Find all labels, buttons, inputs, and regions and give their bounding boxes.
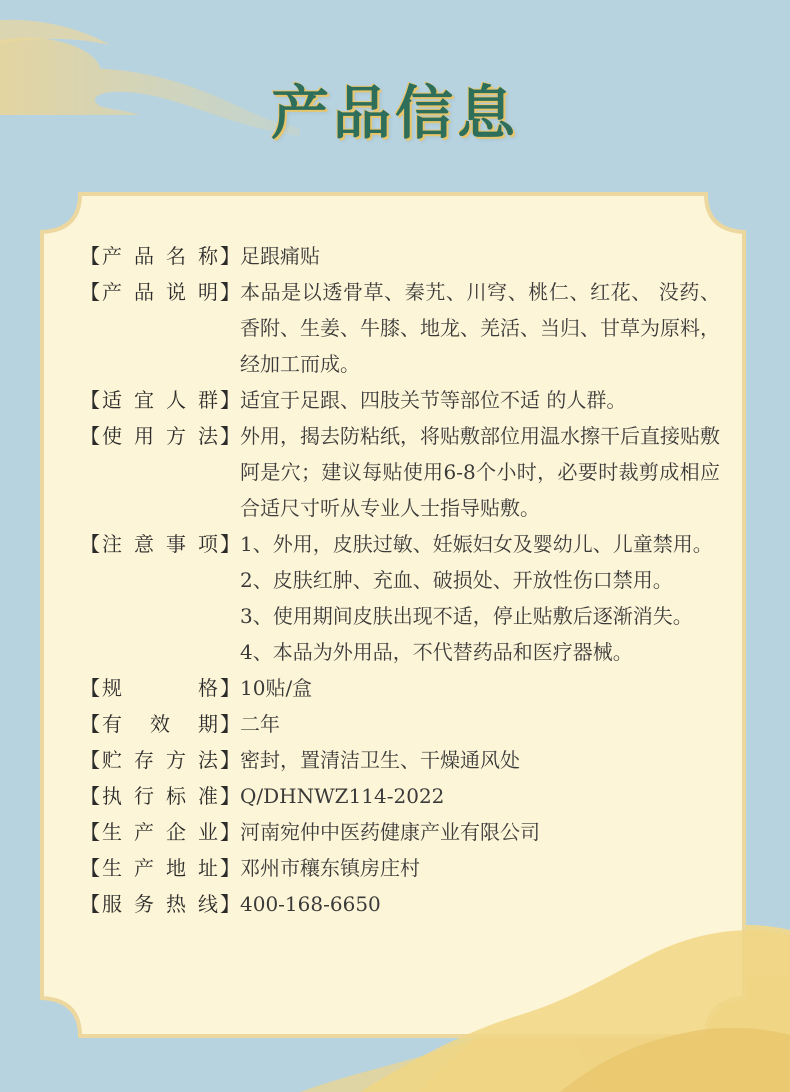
info-label-text: 有效期 [102,712,218,736]
info-value [240,778,720,814]
info-label: 【 贮存方法 】 [80,742,240,778]
info-label: 【 执行标准 】 [80,778,240,814]
page-title: 产品信息 [270,79,519,147]
info-value-line: 4、本品为外用品，不代替药品和医疗器械。 [240,640,633,664]
info-value-line: 河南宛仲中医药健康产业有限公司 [240,820,540,844]
info-label-text: 产品说明 [102,280,218,304]
info-value [240,742,720,778]
info-value-line: 10贴/盒 [240,676,313,700]
info-label: 【 生产地址 】 [80,850,240,886]
info-value-line: 本品是以透骨草、秦艽、川穹、桃仁、红花、 没药、香附、生姜、牛膝、地龙、羌活、当归、甘草为原料，经加工而成。 [240,280,720,376]
info-value [240,526,720,670]
info-row [80,814,720,850]
info-value-line: 1、外用，皮肤过敏、妊娠妇女及婴幼儿、儿童禁用。 [240,532,713,556]
info-value-line: 密封，置清洁卫生、干燥通风处 [240,748,520,772]
info-value-line: 二年 [240,712,280,736]
info-row [80,670,720,706]
info-value-line: 邓州市穰东镇房庄村 [240,856,420,880]
info-value [240,706,720,742]
info-label-text: 贮存方法 [102,748,218,772]
info-label-text: 规格 [102,676,218,700]
info-row [80,238,720,274]
info-row [80,778,720,814]
info-row [80,742,720,778]
info-value [240,418,720,526]
info-label-text: 生产企业 [102,820,218,844]
info-label-text: 服务热线 [102,892,218,916]
info-label: 【 产品名称 】 [80,238,240,274]
info-label-text: 生产地址 [102,856,218,880]
info-value-line: Q/DHNWZ114-2022 [240,784,445,808]
info-row [80,886,720,922]
info-label-text: 执行标准 [102,784,218,808]
info-value-line: 外用，揭去防粘纸，将贴敷部位用温水擦干后直接贴敷阿是穴；建议每贴使用6-8个小时，必要时裁剪成相应合适尺寸听从专业人士指导贴敷。 [240,424,720,520]
info-label-text: 适宜人群 [102,388,218,412]
info-label-text: 注意事项 [102,532,218,556]
info-value [240,274,720,382]
info-label: 【 注意事项 】 [80,526,240,562]
info-row [80,850,720,886]
info-label: 【 生产企业 】 [80,814,240,850]
info-value [240,850,720,886]
info-row [80,382,720,418]
info-value [240,814,720,850]
info-row [80,526,720,670]
info-label: 【 适宜人群 】 [80,382,240,418]
info-value-line: 400-168-6650 [240,892,381,916]
info-label-text: 产品名称 [102,244,218,268]
info-row [80,706,720,742]
info-label: 【 规格 】 [80,670,240,706]
info-row [80,418,720,526]
info-label: 【 使用方法 】 [80,418,240,454]
info-label: 【 有效期 】 [80,706,240,742]
info-value-line: 3、使用期间皮肤出现不适，停止贴敷后逐渐消失。 [240,604,693,628]
info-value-line: 足跟痛贴 [240,244,320,268]
info-list [80,238,720,922]
info-label-text: 使用方法 [102,424,218,448]
info-value [240,670,720,706]
info-value [240,382,720,418]
info-value [240,238,720,274]
info-value-line: 适宜于足跟、四肢关节等部位不适 的人群。 [240,388,627,412]
info-label: 【 服务热线 】 [80,886,240,922]
info-row [80,274,720,382]
info-value-line: 2、皮肤红肿、充血、破损处、开放性伤口禁用。 [240,568,673,592]
info-value [240,886,720,922]
info-label: 【 产品说明 】 [80,274,240,310]
